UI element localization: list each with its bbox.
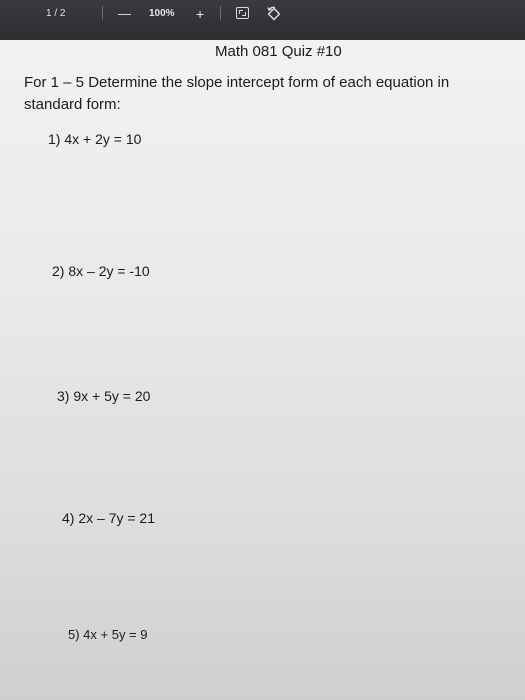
instructions-text: For 1 – 5 Determine the slope intercept form of each equation in standard form:	[24, 74, 450, 113]
problem-3: 3) 9x + 5y = 20	[57, 388, 151, 404]
problem-1: 1) 4x + 2y = 10	[48, 131, 142, 147]
zoom-in-button[interactable]: +	[196, 6, 205, 22]
zoom-level[interactable]: 100%	[149, 8, 175, 19]
document-page	[0, 40, 525, 700]
problem-2: 2) 8x – 2y = -10	[52, 263, 150, 279]
toolbar-divider	[220, 6, 221, 20]
rotate-icon[interactable]	[266, 6, 282, 22]
fit-to-page-icon[interactable]	[236, 7, 249, 19]
zoom-out-button[interactable]: —	[118, 6, 131, 21]
pdf-toolbar	[0, 0, 525, 40]
toolbar-divider	[102, 6, 103, 20]
page-title: Math 081 Quiz #10	[215, 43, 342, 60]
problem-5: 5) 4x + 5y = 9	[68, 627, 148, 642]
problem-4: 4) 2x – 7y = 21	[62, 510, 156, 526]
page-indicator: 1 / 2	[46, 8, 66, 19]
